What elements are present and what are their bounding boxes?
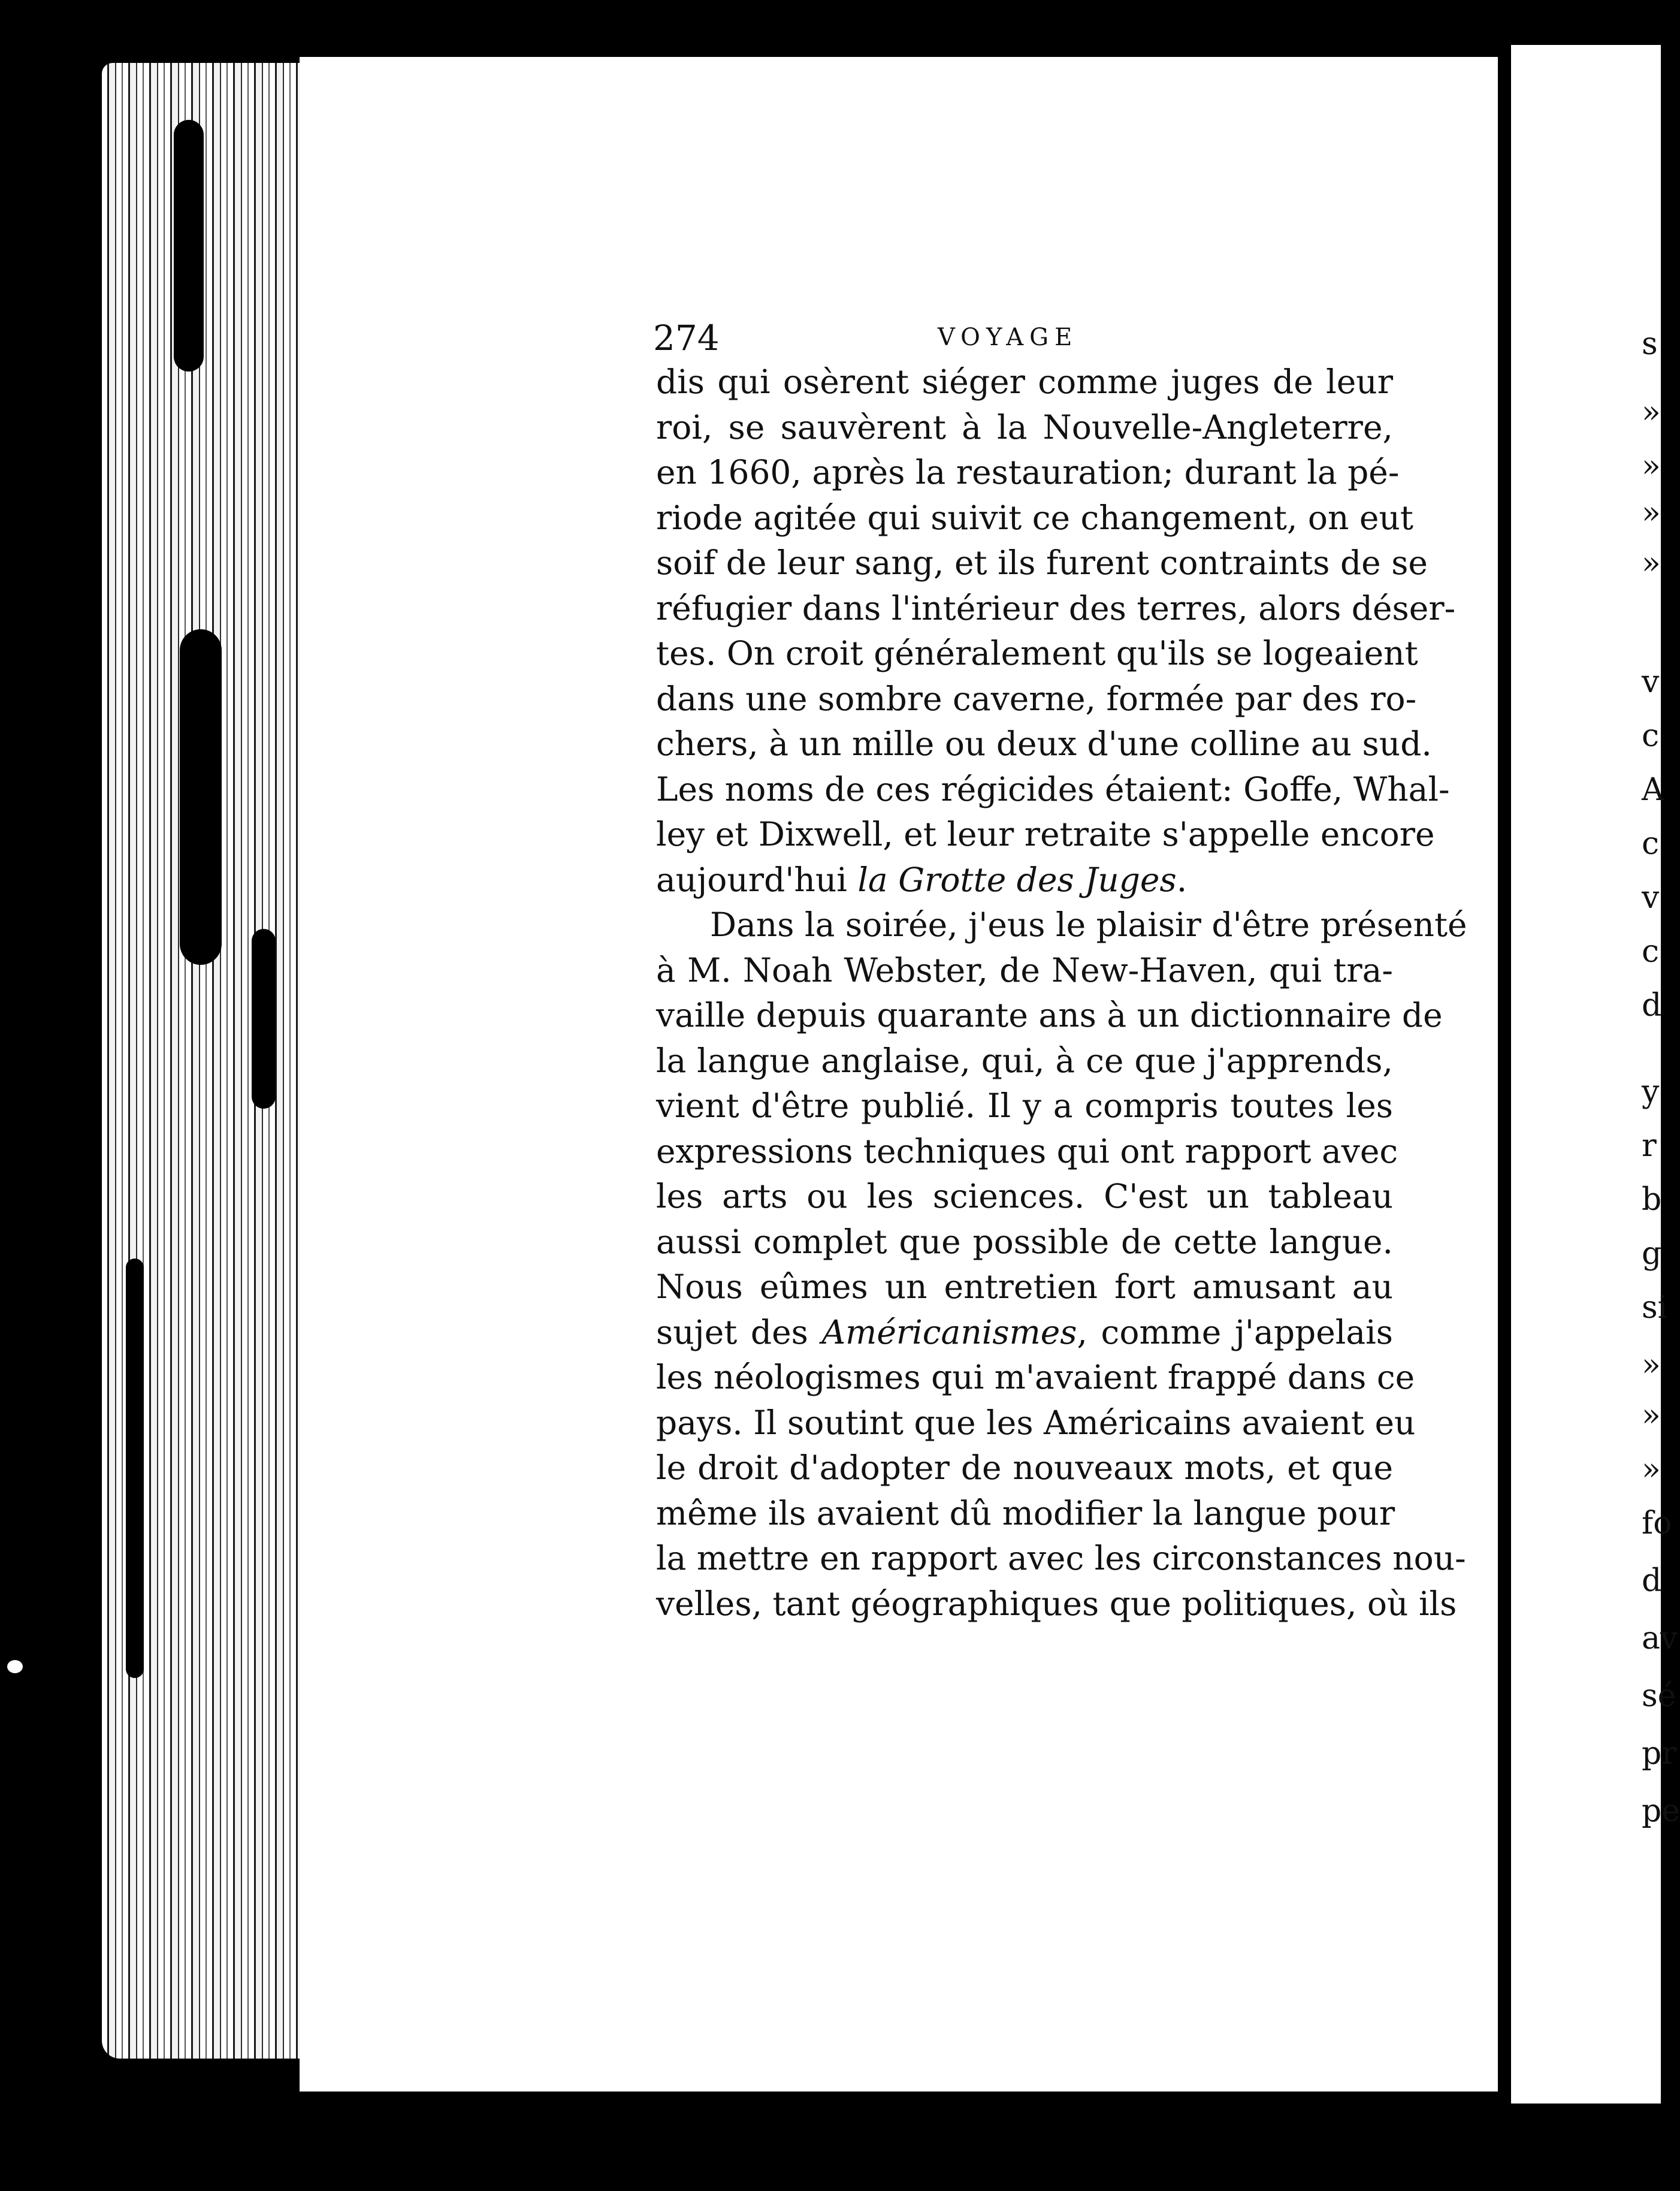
text-line: à M. Noah Webster, de New-Haven, qui tra- [656,950,1393,989]
book-gutter [1498,57,1511,2092]
text-line: vaille depuis quarante ans à un dictionnaire de [656,996,1443,1034]
facing-page-strip [1511,45,1661,2104]
stray-mark [7,1660,23,1673]
text-line: la mettre en rapport avec les circonstances nou- [656,1539,1466,1577]
facing-page-fragment: c [1642,826,1660,862]
page-block-edge [102,63,309,2059]
text-line [656,1310,1393,1356]
facing-page-fragment: pr [1642,1736,1677,1771]
facing-page-fragment: s [1642,326,1658,362]
text-line: riode agitée qui suivit ce changement, on eut [656,498,1414,537]
text-line: Les noms de ces régicides étaient: Goffe, Whal- [656,769,1450,808]
facing-page-fragment: r [1642,1128,1657,1164]
facing-page-fragment: c [1642,718,1660,754]
facing-page-fragment: » [1642,495,1661,531]
facing-page-fragment: si [1642,1290,1668,1326]
text-line: la langue anglaise, qui, à ce que j'apprends, [656,1041,1393,1080]
facing-page-fragment: av [1642,1620,1678,1656]
paragraph-2-continued [656,1355,1466,1626]
facing-page-fragment: b [1642,1182,1662,1218]
body-text [656,360,1467,1626]
edge-shadow [252,929,276,1109]
facing-page-fragment: pe [1642,1793,1680,1829]
text-line: en 1660, après la restauration; durant la pé- [656,453,1400,491]
text-span: , comme j'appelais [1077,1312,1393,1351]
page-number: 274 [653,318,720,358]
text-line: vient d'être publié. Il y a compris toutes les [656,1087,1393,1125]
facing-page-fragment: » [1642,394,1661,430]
text-line: Dans la soirée, j'eus le plaisir d'être présenté [710,906,1467,944]
facing-page-fragment: A [1642,772,1664,808]
text-line: les arts ou les sciences. C'est un tableau [656,1177,1393,1215]
facing-page-fragment: fo [1642,1505,1672,1541]
facing-page-fragment: c [1642,934,1660,970]
text-line: tes. On croit généralement qu'ils se logeaient [656,634,1418,672]
text-line: Nous eûmes un entretien fort amusant au [656,1267,1393,1306]
paragraph-1 [656,360,1456,858]
facing-page-fragment: g [1642,1236,1662,1272]
text-line: les néologismes qui m'avaient frappé dans ce [656,1358,1415,1396]
facing-page-fragment: » [1642,1398,1661,1433]
text-line: le droit d'adopter de nouveaux mots, et que [656,1448,1393,1487]
text-line: soif de leur sang, et ils furent contraints de se [656,544,1428,582]
facing-page-fragment: » [1642,448,1661,484]
italic-title: la Grotte des Juges [857,860,1177,899]
text-line: dis qui osèrent siéger comme juges de leur [656,363,1393,401]
facing-page-fragment: v [1642,664,1660,700]
text-span: aujourd'hui [656,860,858,899]
text-line: velles, tant géographiques que politiques, où ils [656,1584,1457,1623]
text-line [656,858,1393,903]
edge-shadow [174,120,204,372]
paragraph-2 [656,903,1467,1310]
edge-shadow [126,1259,144,1678]
facing-page-fragment: » [1642,1347,1661,1383]
text-line: roi, se sauvèrent à la Nouvelle-Angleterre, [656,408,1393,446]
running-title: VOYAGE [938,324,1078,351]
italic-term: Américanismes [821,1312,1077,1351]
text-line: expressions techniques qui ont rapport avec [656,1131,1398,1170]
text-line: dans une sombre caverne, formée par des ro- [656,679,1417,718]
facing-page-fragment: d [1642,988,1662,1024]
facing-page-fragment: sé [1642,1678,1676,1714]
text-span: sujet des [656,1312,822,1351]
text-span: . [1176,860,1188,899]
text-line: même ils avaient dû modifier la langue pour [656,1493,1395,1532]
facing-page-fragment: d [1642,1563,1662,1599]
facing-page-fragment: v [1642,880,1660,916]
text-line: aussi complet que possible de cette langue. [656,1222,1393,1261]
facing-page-fragment: » [1642,1451,1661,1487]
text-line: réfugier dans l'intérieur des terres, alors déser- [656,589,1456,627]
facing-page-fragment: y [1642,1074,1660,1110]
text-line: chers, à un mille ou deux d'une colline au sud. [656,725,1432,763]
text-line: pays. Il soutint que les Américains avaient eu [656,1403,1416,1442]
edge-shadow [180,629,222,965]
facing-page-fragment: » [1642,545,1661,581]
text-line: ley et Dixwell, et leur retraite s'appelle encore [656,815,1435,853]
